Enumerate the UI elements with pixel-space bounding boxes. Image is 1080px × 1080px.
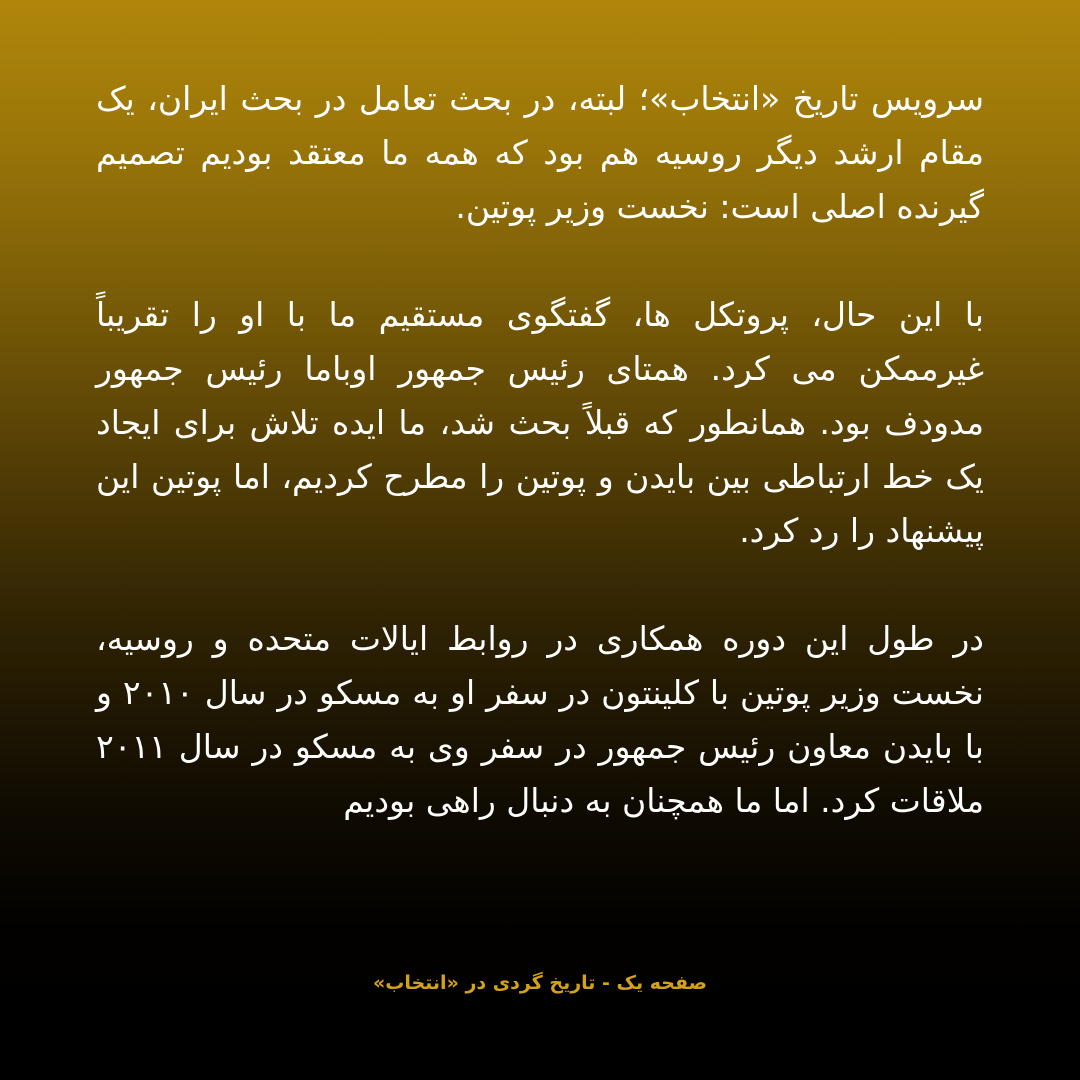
paragraph-meetings: در طول این دوره همکاری در روابط ایالات متحده و روسیه، نخست وزیر پوتین با کلینتون در سفر او به مسکو در سال ۲۰۱۰ و با بایدن معاون رئیس جمهور در سفر وی به مسکو در سال ۲۰۱۱ ملاقات کرد. اما ما همچنان به دنبال راهی بودیم xyxy=(96,619,984,820)
page-footer: صفحه یک - تاریخ گردی در «انتخاب» xyxy=(372,972,708,994)
paragraph-protocols: با این حال، پروتکل ها، گفتگوی مستقیم ما با او را تقریباً غیرممکن می کرد. همتای رئیس جمهور اوباما رئیس جمهور مدودف بود. همانطور که قبلاً بحث شد، ما ایده تلاش برای ایجاد یک خط ارتباطی بین بایدن و پوتین را مطرح کردیم، اما پوتین این پیشنهاد را رد کرد. xyxy=(96,295,984,550)
paragraph-intro: سرویس تاریخ «انتخاب»؛ لبته، در بحث تعامل در بحث ایران، یک مقام ارشد دیگر روسیه هم بود که همه ما معتقد بودیم تصمیم گیرنده اصلی است: نخست وزیر پوتین. xyxy=(96,79,984,226)
article-body xyxy=(96,72,984,828)
